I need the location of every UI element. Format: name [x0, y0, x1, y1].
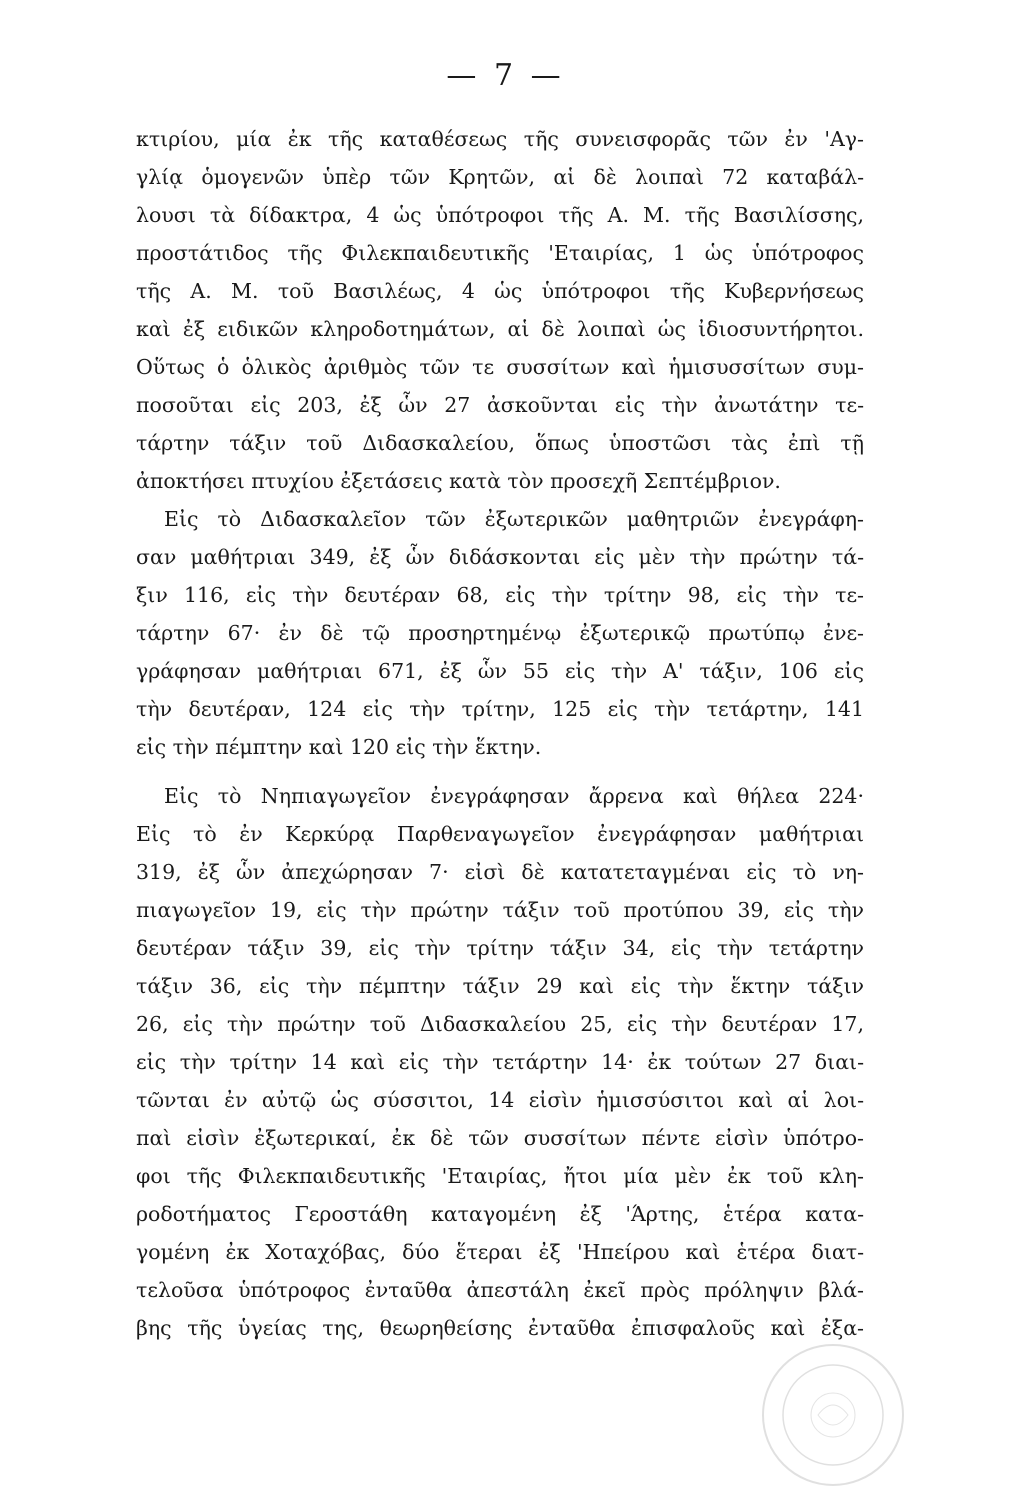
text-line: ξιν 116, εἰς τὴν δευτέραν 68, εἰς τὴν τρίτην 98, εἰς τὴν τε- — [136, 583, 864, 607]
text-line: γομένη ἐκ Χοταχόβας, δύο ἕτεραι ἐξ 'Ηπείρου καὶ ἑτέρα διατ- — [136, 1240, 864, 1264]
text-line: Οὕτως ὁ ὁλικὸς ἀριθμὸς τῶν τε συσσίτων καὶ ἡμισυσσίτων συμ- — [136, 355, 864, 379]
text-line: 319, ἐξ ὧν ἀπεχώρησαν 7· εἰσὶ δὲ κατατεταγμέναι εἰς τὸ νη- — [136, 860, 864, 884]
paragraph-gap — [136, 766, 864, 777]
text-line: ποσοῦται εἰς 203, ἐξ ὧν 27 ἀσκοῦνται εἰς τὴν ἀνωτάτην τε- — [136, 393, 864, 417]
text-line: τῆς Α. Μ. τοῦ Βασιλέως, 4 ὡς ὑπότροφοι τῆς Κυβερνήσεως — [136, 279, 864, 303]
text-line: τὴν δευτέραν, 124 εἰς τὴν τρίτην, 125 εἰς τὴν τετάρτην, 141 — [136, 697, 864, 721]
text-line: κτιρίου, μία ἐκ τῆς καταθέσεως τῆς συνεισφορᾶς τῶν ἐν 'Αγ- — [136, 127, 864, 151]
text-line: ἀποκτήσει πτυχίου ἐξετάσεις κατὰ τὸν προσεχῆ Σεπτέμβριον. — [136, 469, 781, 493]
text-line: πιαγωγεῖον 19, εἰς τὴν πρώτην τάξιν τοῦ προτύπου 39, εἰς τὴν — [136, 898, 864, 922]
text-line: προστάτιδος τῆς Φιλεκπαιδευτικῆς 'Εταιρίας, 1 ὡς ὑπότροφος — [136, 241, 864, 265]
text-line: παὶ εἰσὶν ἐξωτερικαί, ἐκ δὲ τῶν συσσίτων πέντε εἰσὶν ὑπότρο- — [136, 1126, 864, 1150]
text-line: τάρτην 67· ἐν δὲ τῷ προσηρτημένῳ ἐξωτερικῷ πρωτύπῳ ἐνε- — [136, 621, 864, 645]
text-line: καὶ ἐξ ειδικῶν κληροδοτημάτων, αἱ δὲ λοιπαὶ ὡς ἰδιοσυντήρητοι. — [136, 317, 864, 341]
text-line: γράφησαν μαθήτριαι 671, ἐξ ὧν 55 εἰς τὴν Α' τάξιν, 106 εἰς — [136, 659, 864, 683]
text-line: Εἰς τὸ ἐν Κερκύρᾳ Παρθεναγωγεῖον ἐνεγράφησαν μαθήτριαι — [136, 822, 864, 846]
text-line: Εἰς τὸ Διδασκαλεῖον τῶν ἐξωτερικῶν μαθητριῶν ἐνεγράφη- — [164, 507, 864, 531]
page-number: — 7 — — [446, 58, 565, 93]
university-seal-icon — [758, 1340, 908, 1490]
text-line: φοι τῆς Φιλεκπαιδευτικῆς 'Εταιρίας, ἤτοι μία μὲν ἐκ τοῦ κλη- — [136, 1164, 864, 1188]
text-line: Εἰς τὸ Νηπιαγωγεῖον ἐνεγράφησαν ἄρρενα καὶ θήλεα 224· — [164, 784, 864, 808]
text-line: ροδοτήματος Γεροστάθη καταγομένη ἐξ 'Άρτης, ἑτέρα κατα- — [136, 1202, 864, 1226]
text-line: τελοῦσα ὑπότροφος ἐνταῦθα ἀπεστάλη ἐκεῖ πρὸς πρόληψιν βλά- — [136, 1278, 864, 1302]
body-text — [136, 120, 864, 1347]
text-line: τάρτην τάξιν τοῦ Διδασκαλείου, ὅπως ὑποστῶσι τὰς ἐπὶ τῇ — [136, 431, 864, 455]
text-line: σαν μαθήτριαι 349, ἐξ ὧν διδάσκονται εἰς μὲν τὴν πρώτην τά- — [136, 545, 864, 569]
text-line: γλίᾳ ὁμογενῶν ὑπὲρ τῶν Κρητῶν, αἱ δὲ λοιπαὶ 72 καταβάλ- — [136, 165, 864, 189]
text-line: τάξιν 36, εἰς τὴν πέμπτην τάξιν 29 καὶ εἰς τὴν ἕκτην τάξιν — [136, 974, 864, 998]
text-line: βης τῆς ὑγείας της, θεωρηθείσης ἐνταῦθα ἐπισφαλοῦς καὶ ἐξα- — [136, 1316, 864, 1340]
text-line: τῶνται ἐν αὐτῷ ὡς σύσσιτοι, 14 εἰσὶν ἡμισσύσιτοι καὶ αἱ λοι- — [136, 1088, 864, 1112]
text-line: δευτέραν τάξιν 39, εἰς τὴν τρίτην τάξιν 34, εἰς τὴν τετάρτην — [136, 936, 864, 960]
text-line: 26, εἰς τὴν πρώτην τοῦ Διδασκαλείου 25, εἰς τὴν δευτέραν 17, — [136, 1012, 864, 1036]
text-line: εἰς τὴν πέμπτην καὶ 120 εἰς τὴν ἕκτην. — [136, 735, 542, 759]
text-line: λουσι τὰ δίδακτρα, 4 ὡς ὑπότροφοι τῆς Α. Μ. τῆς Βασιλίσσης, — [136, 203, 864, 227]
text-line: εἰς τὴν τρίτην 14 καὶ εἰς τὴν τετάρτην 14· ἐκ τούτων 27 διαι- — [136, 1050, 864, 1074]
